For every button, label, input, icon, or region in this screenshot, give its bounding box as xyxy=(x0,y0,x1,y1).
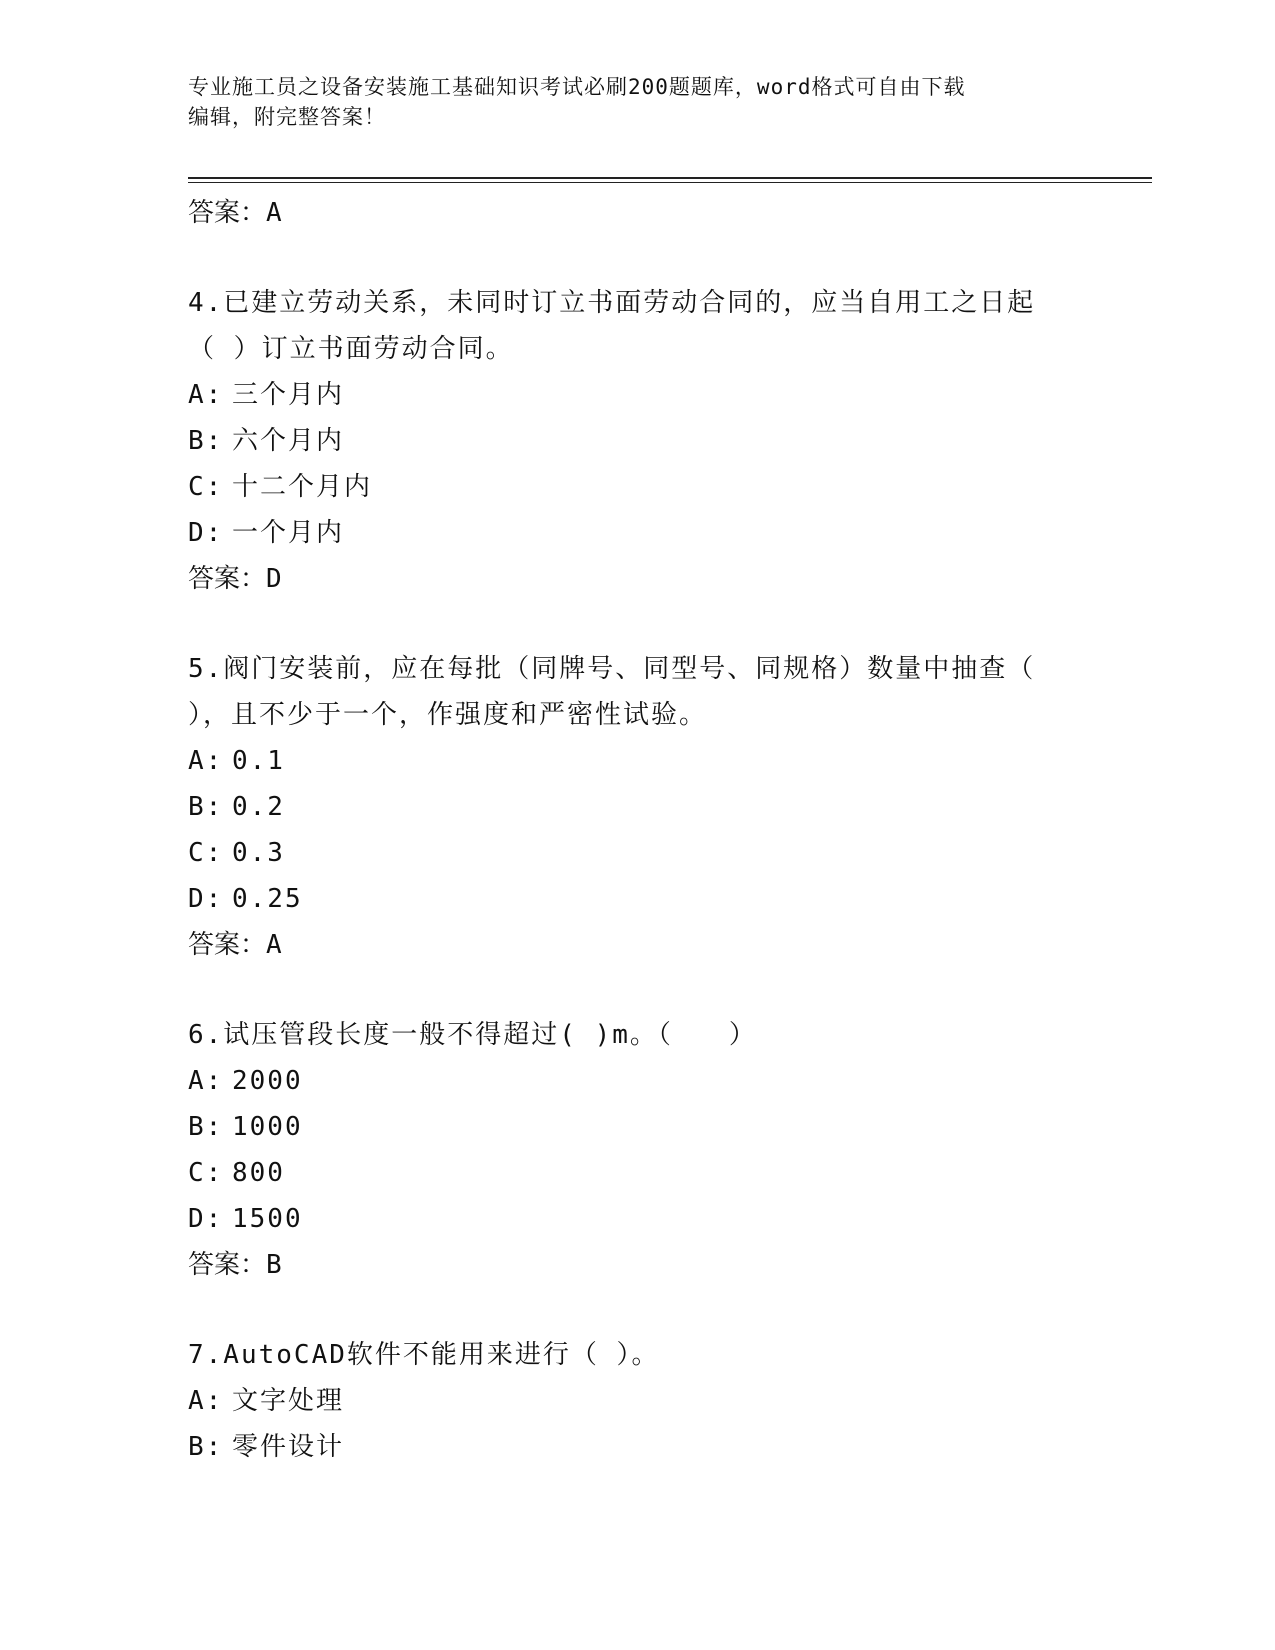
option-key: C: xyxy=(188,838,224,868)
header-title-line-2: 编辑，附完整答案！ xyxy=(188,105,386,129)
option-a xyxy=(188,1058,1148,1104)
option-text: 1000 xyxy=(232,1112,303,1142)
option-key: C: xyxy=(188,472,224,502)
question-text: 4.已建立劳动关系，未同时订立书面劳动合同的，应当自用工之日起 xyxy=(188,288,1036,318)
option-text: 0.3 xyxy=(232,838,285,868)
option-b xyxy=(188,784,1148,830)
option-text: 0.25 xyxy=(232,884,303,914)
question-text: ），且不少于一个，作强度和严密性试验。 xyxy=(188,700,708,730)
option-c xyxy=(188,830,1148,876)
option-b xyxy=(188,1424,1148,1470)
option-text: 0.2 xyxy=(232,792,285,822)
option-text: 2000 xyxy=(232,1066,303,1096)
question-6 xyxy=(188,1012,1148,1288)
option-b xyxy=(188,418,1148,464)
option-text: 零件设计 xyxy=(232,1432,345,1462)
option-text: 0.1 xyxy=(232,746,285,776)
option-key: D: xyxy=(188,884,224,914)
question-text: 7.AutoCAD软件不能用来进行（ ）。 xyxy=(188,1340,660,1370)
option-d xyxy=(188,1196,1148,1242)
option-text: 800 xyxy=(232,1158,285,1188)
option-text: 1500 xyxy=(232,1204,303,1234)
option-key: D: xyxy=(188,1204,224,1234)
option-key: A: xyxy=(188,380,224,410)
option-key: A: xyxy=(188,746,224,776)
option-key: B: xyxy=(188,426,224,456)
question-text: 5.阀门安装前，应在每批（同牌号、同型号、同规格）数量中抽查（ xyxy=(188,654,1036,684)
option-text: 三个月内 xyxy=(232,380,345,410)
option-key: B: xyxy=(188,792,224,822)
question-7 xyxy=(188,1332,1148,1470)
option-a xyxy=(188,738,1148,784)
answer-previous: 答案：A xyxy=(188,198,282,228)
option-key: D: xyxy=(188,518,224,548)
option-key: C: xyxy=(188,1158,224,1188)
option-a xyxy=(188,1378,1148,1424)
option-c xyxy=(188,464,1148,510)
option-key: A: xyxy=(188,1066,224,1096)
answer: 答案：B xyxy=(188,1250,282,1280)
option-key: A: xyxy=(188,1386,224,1416)
header-title-line-1: 专业施工员之设备安装施工基础知识考试必刷200题题库，word格式可自由下载 xyxy=(188,75,966,99)
option-a xyxy=(188,372,1148,418)
option-c xyxy=(188,1150,1148,1196)
question-4 xyxy=(188,280,1148,602)
option-key: B: xyxy=(188,1112,224,1142)
option-text: 一个月内 xyxy=(232,518,345,548)
option-d xyxy=(188,510,1148,556)
question-text: 6.试压管段长度一般不得超过( )m。（ ） xyxy=(188,1020,757,1050)
option-d xyxy=(188,876,1148,922)
question-5 xyxy=(188,646,1148,968)
document-body xyxy=(188,190,1148,1470)
option-key: B: xyxy=(188,1432,224,1462)
question-text: （ ）订立书面劳动合同。 xyxy=(188,334,514,364)
option-b xyxy=(188,1104,1148,1150)
option-text: 文字处理 xyxy=(232,1386,345,1416)
option-text: 十二个月内 xyxy=(232,472,373,502)
document-header xyxy=(188,72,1148,132)
option-text: 六个月内 xyxy=(232,426,345,456)
header-divider xyxy=(188,177,1152,183)
answer: 答案：D xyxy=(188,564,282,594)
answer: 答案：A xyxy=(188,930,282,960)
